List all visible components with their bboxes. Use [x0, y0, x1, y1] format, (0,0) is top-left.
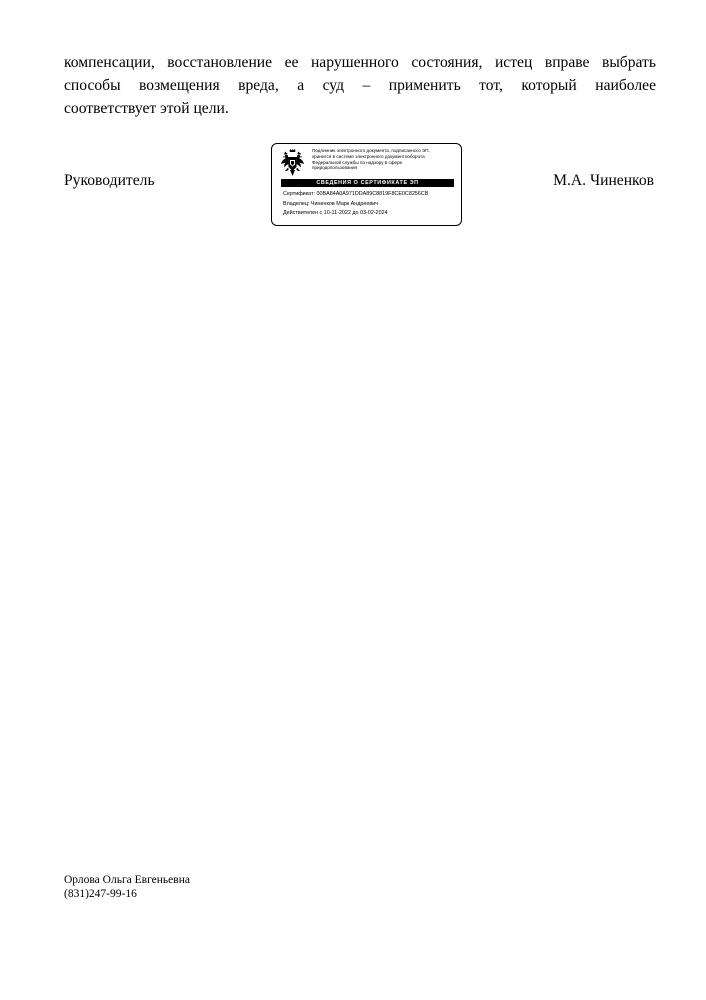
executor-name: Орлова Ольга Евгеньевна: [64, 874, 190, 886]
signer-title: Руководитель: [64, 172, 155, 189]
stamp-header-line: Подлинник электронного документа, подписанного ЭП,: [312, 148, 430, 153]
body-line: способы возмещения вреда, а суд – применить тот, который наиболее: [64, 77, 656, 94]
double-headed-eagle-icon: [280, 149, 305, 177]
stamp-owner: Владелец: Чиненков Марк Андреевич: [283, 201, 379, 207]
stamp-validity: Действителен с 10-11-2022 до 03-02-2024: [283, 210, 388, 216]
stamp-header-line: природопользования: [312, 165, 358, 171]
executor-phone: (831)247-99-16: [64, 887, 137, 900]
executor-contact: [64, 874, 190, 901]
electronic-signature-stamp: [271, 143, 462, 226]
body-line: компенсации, восстановление ее нарушенного состояния, истец вправе выбрать: [64, 54, 656, 71]
stamp-header-line: Федеральной службы по надзору в сфере: [312, 159, 403, 165]
body-line: соответствует этой цели.: [64, 100, 229, 117]
stamp-band-title: СВЕДЕНИЯ О СЕРТИФИКАТЕ ЭП: [281, 179, 454, 187]
stamp-certificate: Сертификат: 00BA84A0A971DDA89C8819F8CE0C8256CB: [283, 191, 429, 197]
body-paragraph: [64, 51, 656, 120]
stamp-header-line: хранится в системе электронного документооборота: [312, 153, 425, 159]
stamp-header: [312, 148, 460, 171]
signer-name: М.А. Чиненков: [553, 172, 654, 189]
